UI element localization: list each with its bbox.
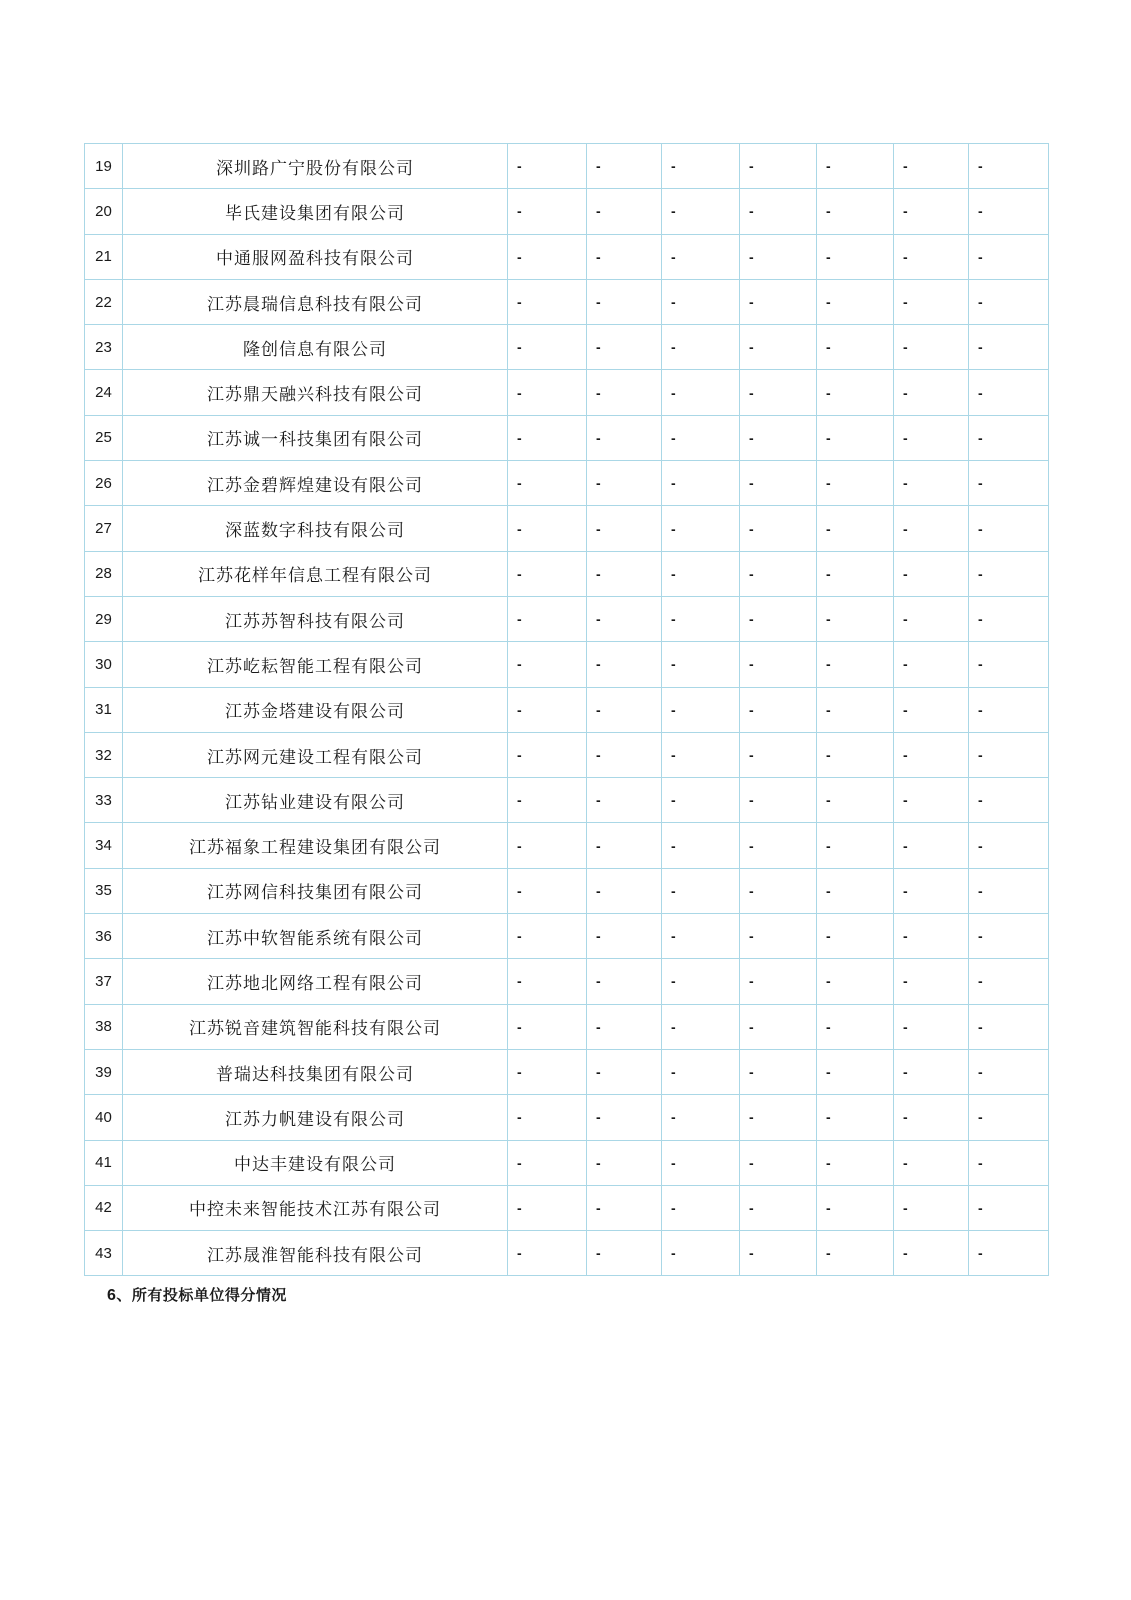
score-cell: - [587, 279, 662, 324]
score-cell: - [740, 823, 817, 868]
score-cell: - [969, 868, 1049, 913]
score-cell: - [817, 551, 894, 596]
score-cell: - [662, 325, 740, 370]
score-cell: - [969, 1049, 1049, 1094]
company-name-cell: 江苏晟淮智能科技有限公司 [123, 1231, 508, 1276]
row-number-cell: 25 [85, 415, 123, 460]
score-cell: - [817, 914, 894, 959]
score-cell: - [817, 461, 894, 506]
row-number-cell: 36 [85, 914, 123, 959]
score-cell: - [894, 823, 969, 868]
score-cell: - [894, 1095, 969, 1140]
company-name-cell: 江苏鼎天融兴科技有限公司 [123, 370, 508, 415]
score-cell: - [587, 687, 662, 732]
row-number-cell: 43 [85, 1231, 123, 1276]
table-row [85, 1049, 1049, 1094]
score-cell: - [740, 279, 817, 324]
score-cell: - [894, 732, 969, 777]
score-cell: - [894, 1049, 969, 1094]
score-cell: - [587, 823, 662, 868]
score-cell: - [587, 1095, 662, 1140]
score-cell: - [894, 234, 969, 279]
section-separator: 、 [116, 1288, 132, 1304]
score-cell: - [508, 1095, 587, 1140]
score-cell: - [587, 642, 662, 687]
table-row [85, 1004, 1049, 1049]
score-cell: - [740, 415, 817, 460]
score-cell: - [662, 1004, 740, 1049]
row-number-cell: 37 [85, 959, 123, 1004]
score-cell: - [969, 1140, 1049, 1185]
row-number-cell: 24 [85, 370, 123, 415]
score-cell: - [969, 461, 1049, 506]
score-cell: - [740, 551, 817, 596]
score-cell: - [662, 370, 740, 415]
score-cell: - [969, 144, 1049, 189]
company-name-cell: 江苏网信科技集团有限公司 [123, 868, 508, 913]
table-row [85, 732, 1049, 777]
score-cell: - [969, 370, 1049, 415]
score-cell: - [817, 189, 894, 234]
company-name-cell: 中通服网盈科技有限公司 [123, 234, 508, 279]
score-cell: - [740, 596, 817, 641]
score-cell: - [587, 506, 662, 551]
score-cell: - [740, 868, 817, 913]
row-number-cell: 29 [85, 596, 123, 641]
score-cell: - [969, 234, 1049, 279]
score-cell: - [894, 1140, 969, 1185]
score-cell: - [894, 868, 969, 913]
score-cell: - [662, 1140, 740, 1185]
company-name-cell: 中达丰建设有限公司 [123, 1140, 508, 1185]
score-cell: - [969, 189, 1049, 234]
score-cell: - [817, 959, 894, 1004]
score-cell: - [662, 1095, 740, 1140]
table-row [85, 687, 1049, 732]
score-cell: - [817, 144, 894, 189]
score-cell: - [662, 506, 740, 551]
score-cell: - [969, 1004, 1049, 1049]
table-row [85, 914, 1049, 959]
row-number-cell: 20 [85, 189, 123, 234]
row-number-cell: 23 [85, 325, 123, 370]
score-cell: - [740, 778, 817, 823]
score-cell: - [894, 959, 969, 1004]
score-cell: - [587, 1049, 662, 1094]
score-cell: - [894, 279, 969, 324]
score-cell: - [662, 144, 740, 189]
score-cell: - [508, 1004, 587, 1049]
score-cell: - [740, 1185, 817, 1230]
table-row [85, 1140, 1049, 1185]
table-row [85, 325, 1049, 370]
score-cell: - [508, 1231, 587, 1276]
company-name-cell: 江苏中软智能系统有限公司 [123, 914, 508, 959]
score-cell: - [662, 234, 740, 279]
score-cell: - [508, 415, 587, 460]
score-cell: - [894, 370, 969, 415]
company-name-cell: 江苏苏智科技有限公司 [123, 596, 508, 641]
score-cell: - [817, 868, 894, 913]
score-cell: - [508, 279, 587, 324]
row-number-cell: 30 [85, 642, 123, 687]
table-row [85, 234, 1049, 279]
company-name-cell: 江苏屹耘智能工程有限公司 [123, 642, 508, 687]
score-cell: - [508, 551, 587, 596]
score-cell: - [587, 1231, 662, 1276]
score-cell: - [508, 1049, 587, 1094]
row-number-cell: 38 [85, 1004, 123, 1049]
score-cell: - [587, 1140, 662, 1185]
score-cell: - [894, 144, 969, 189]
company-name-cell: 江苏锐音建筑智能科技有限公司 [123, 1004, 508, 1049]
table-row [85, 415, 1049, 460]
company-name-cell: 江苏地北网络工程有限公司 [123, 959, 508, 1004]
score-cell: - [969, 778, 1049, 823]
score-cell: - [662, 551, 740, 596]
row-number-cell: 33 [85, 778, 123, 823]
row-number-cell: 28 [85, 551, 123, 596]
score-cell: - [740, 325, 817, 370]
score-cell: - [740, 461, 817, 506]
table-row [85, 959, 1049, 1004]
score-cell: - [508, 732, 587, 777]
table-row [85, 461, 1049, 506]
score-cell: - [969, 325, 1049, 370]
score-cell: - [740, 1049, 817, 1094]
score-cell: - [508, 234, 587, 279]
score-cell: - [662, 914, 740, 959]
score-cell: - [740, 506, 817, 551]
score-cell: - [894, 325, 969, 370]
score-cell: - [740, 687, 817, 732]
score-cell: - [817, 234, 894, 279]
score-cell: - [662, 415, 740, 460]
score-cell: - [662, 687, 740, 732]
company-name-cell: 江苏金塔建设有限公司 [123, 687, 508, 732]
score-cell: - [894, 415, 969, 460]
table-row [85, 506, 1049, 551]
score-cell: - [740, 234, 817, 279]
row-number-cell: 42 [85, 1185, 123, 1230]
score-cell: - [894, 506, 969, 551]
score-cell: - [587, 325, 662, 370]
score-cell: - [817, 1140, 894, 1185]
score-cell: - [969, 914, 1049, 959]
table-row [85, 189, 1049, 234]
table-row [85, 1095, 1049, 1140]
score-cell: - [817, 1049, 894, 1094]
score-cell: - [817, 778, 894, 823]
table-row [85, 1185, 1049, 1230]
score-cell: - [894, 687, 969, 732]
score-cell: - [817, 1004, 894, 1049]
section-heading [107, 1284, 287, 1305]
score-cell: - [508, 868, 587, 913]
score-cell: - [894, 461, 969, 506]
score-cell: - [817, 596, 894, 641]
table-row [85, 778, 1049, 823]
score-cell: - [587, 234, 662, 279]
table-row [85, 596, 1049, 641]
score-cell: - [662, 189, 740, 234]
table-row [85, 868, 1049, 913]
score-cell: - [969, 506, 1049, 551]
score-cell: - [894, 596, 969, 641]
score-cell: - [969, 1095, 1049, 1140]
score-cell: - [587, 370, 662, 415]
row-number-cell: 26 [85, 461, 123, 506]
company-name-cell: 深蓝数字科技有限公司 [123, 506, 508, 551]
score-cell: - [508, 687, 587, 732]
table-row [85, 370, 1049, 415]
score-cell: - [894, 642, 969, 687]
company-name-cell: 江苏钻业建设有限公司 [123, 778, 508, 823]
score-cell: - [662, 1185, 740, 1230]
section-number: 6 [107, 1287, 117, 1304]
score-cell: - [817, 279, 894, 324]
row-number-cell: 41 [85, 1140, 123, 1185]
score-cell: - [969, 596, 1049, 641]
table-row [85, 642, 1049, 687]
score-cell: - [740, 642, 817, 687]
company-name-cell: 毕氏建设集团有限公司 [123, 189, 508, 234]
score-cell: - [817, 823, 894, 868]
score-cell: - [969, 279, 1049, 324]
score-cell: - [817, 732, 894, 777]
score-cell: - [894, 1231, 969, 1276]
company-name-cell: 深圳路广宁股份有限公司 [123, 144, 508, 189]
score-cell: - [740, 732, 817, 777]
score-cell: - [508, 325, 587, 370]
score-cell: - [740, 370, 817, 415]
score-cell: - [662, 596, 740, 641]
score-cell: - [969, 642, 1049, 687]
score-cell: - [662, 642, 740, 687]
row-number-cell: 27 [85, 506, 123, 551]
score-cell: - [662, 732, 740, 777]
row-number-cell: 39 [85, 1049, 123, 1094]
table-row [85, 823, 1049, 868]
score-cell: - [894, 189, 969, 234]
score-cell: - [508, 959, 587, 1004]
row-number-cell: 31 [85, 687, 123, 732]
score-cell: - [740, 1095, 817, 1140]
score-cell: - [969, 687, 1049, 732]
row-number-cell: 22 [85, 279, 123, 324]
score-cell: - [894, 1004, 969, 1049]
score-cell: - [508, 189, 587, 234]
score-cell: - [508, 144, 587, 189]
score-cell: - [817, 1095, 894, 1140]
score-cell: - [740, 1004, 817, 1049]
score-cell: - [817, 325, 894, 370]
score-cell: - [817, 415, 894, 460]
score-cell: - [508, 596, 587, 641]
score-cell: - [817, 1185, 894, 1230]
score-cell: - [740, 144, 817, 189]
score-cell: - [740, 189, 817, 234]
row-number-cell: 32 [85, 732, 123, 777]
score-cell: - [587, 914, 662, 959]
score-cell: - [662, 823, 740, 868]
score-cell: - [587, 959, 662, 1004]
company-name-cell: 隆创信息有限公司 [123, 325, 508, 370]
score-cell: - [662, 778, 740, 823]
table-row [85, 144, 1049, 189]
score-cell: - [969, 1231, 1049, 1276]
score-cell: - [969, 959, 1049, 1004]
score-cell: - [969, 732, 1049, 777]
score-cell: - [587, 778, 662, 823]
score-cell: - [969, 551, 1049, 596]
score-cell: - [740, 959, 817, 1004]
score-cell: - [587, 415, 662, 460]
row-number-cell: 35 [85, 868, 123, 913]
score-cell: - [817, 370, 894, 415]
score-cell: - [817, 506, 894, 551]
score-cell: - [508, 461, 587, 506]
score-cell: - [508, 1140, 587, 1185]
score-cell: - [817, 687, 894, 732]
row-number-cell: 19 [85, 144, 123, 189]
score-cell: - [508, 370, 587, 415]
company-name-cell: 中控未来智能技术江苏有限公司 [123, 1185, 508, 1230]
bidders-score-table [84, 143, 1049, 1276]
table-row [85, 551, 1049, 596]
row-number-cell: 40 [85, 1095, 123, 1140]
score-cell: - [587, 461, 662, 506]
score-cell: - [894, 551, 969, 596]
score-cell: - [740, 914, 817, 959]
score-cell: - [969, 823, 1049, 868]
row-number-cell: 34 [85, 823, 123, 868]
score-cell: - [817, 642, 894, 687]
score-cell: - [894, 914, 969, 959]
company-name-cell: 江苏福象工程建设集团有限公司 [123, 823, 508, 868]
score-cell: - [587, 732, 662, 777]
score-cell: - [662, 959, 740, 1004]
score-cell: - [662, 461, 740, 506]
score-cell: - [662, 1049, 740, 1094]
company-name-cell: 江苏晨瑞信息科技有限公司 [123, 279, 508, 324]
score-cell: - [508, 778, 587, 823]
score-cell: - [969, 415, 1049, 460]
score-cell: - [969, 1185, 1049, 1230]
score-cell: - [662, 279, 740, 324]
score-cell: - [508, 914, 587, 959]
score-cell: - [508, 1185, 587, 1230]
company-name-cell: 江苏花样年信息工程有限公司 [123, 551, 508, 596]
score-cell: - [740, 1231, 817, 1276]
row-number-cell: 21 [85, 234, 123, 279]
score-cell: - [508, 823, 587, 868]
score-cell: - [587, 1185, 662, 1230]
score-cell: - [587, 596, 662, 641]
score-cell: - [587, 868, 662, 913]
company-name-cell: 普瑞达科技集团有限公司 [123, 1049, 508, 1094]
score-cell: - [587, 189, 662, 234]
score-cell: - [508, 506, 587, 551]
score-cell: - [508, 642, 587, 687]
score-cell: - [662, 1231, 740, 1276]
section-title: 所有投标单位得分情况 [131, 1288, 287, 1304]
score-cell: - [662, 868, 740, 913]
company-name-cell: 江苏诚一科技集团有限公司 [123, 415, 508, 460]
score-cell: - [817, 1231, 894, 1276]
table-row [85, 1231, 1049, 1276]
score-cell: - [587, 1004, 662, 1049]
table-row [85, 279, 1049, 324]
company-name-cell: 江苏金碧辉煌建设有限公司 [123, 461, 508, 506]
score-cell: - [894, 1185, 969, 1230]
company-name-cell: 江苏力帆建设有限公司 [123, 1095, 508, 1140]
score-cell: - [740, 1140, 817, 1185]
company-name-cell: 江苏网元建设工程有限公司 [123, 732, 508, 777]
score-cell: - [587, 551, 662, 596]
score-cell: - [587, 144, 662, 189]
score-cell: - [894, 778, 969, 823]
